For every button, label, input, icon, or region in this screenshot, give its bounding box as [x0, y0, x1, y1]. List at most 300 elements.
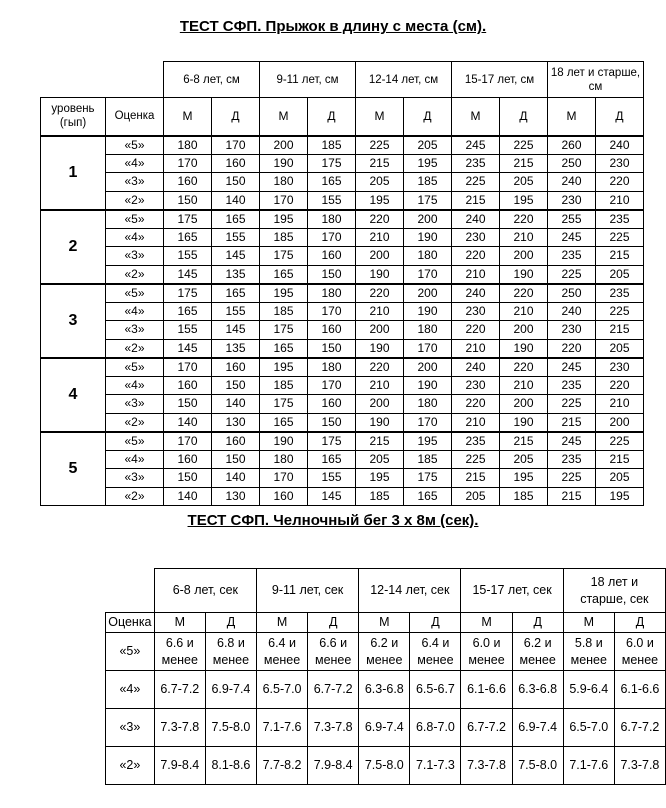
sex-header: М — [548, 98, 596, 136]
grade-cell: «2» — [106, 339, 164, 358]
value-cell: 150 — [164, 191, 212, 210]
value-cell: 7.1-7.3 — [410, 747, 461, 785]
value-cell: 215 — [356, 154, 404, 173]
header-sex-row — [41, 98, 644, 136]
value-cell: 195 — [500, 191, 548, 210]
age-group-header: 15-17 лет, сек — [461, 569, 563, 613]
value-cell: 195 — [260, 284, 308, 303]
sex-header: М — [154, 613, 205, 633]
value-cell: 205 — [404, 136, 452, 155]
value-cell: 230 — [596, 358, 644, 377]
grade-cell: «3» — [106, 247, 164, 266]
value-cell: 6.5-7.0 — [256, 671, 307, 709]
value-cell: 170 — [260, 469, 308, 488]
value-cell: 160 — [308, 247, 356, 266]
value-cell: 230 — [596, 154, 644, 173]
value-cell: 200 — [500, 247, 548, 266]
value-cell: 140 — [164, 487, 212, 506]
sex-header: Д — [205, 613, 256, 633]
level-cell: 5 — [41, 432, 106, 506]
table-row — [41, 413, 644, 432]
value-cell: 215 — [500, 154, 548, 173]
value-cell: 165 — [164, 228, 212, 247]
value-cell: 7.1-7.6 — [563, 747, 614, 785]
sex-header: М — [256, 613, 307, 633]
value-cell: 200 — [356, 321, 404, 340]
value-cell: 165 — [308, 173, 356, 192]
value-cell: 180 — [164, 136, 212, 155]
grade-cell: «2» — [106, 413, 164, 432]
value-cell: 6.7-7.2 — [154, 671, 205, 709]
value-cell: 7.5-8.0 — [205, 709, 256, 747]
value-cell: 160 — [164, 173, 212, 192]
grade-header: Оценка — [106, 613, 155, 633]
value-cell: 220 — [356, 358, 404, 377]
sex-header: Д — [512, 613, 563, 633]
value-cell: 200 — [404, 284, 452, 303]
value-cell: 195 — [404, 432, 452, 451]
value-cell: 210 — [452, 413, 500, 432]
value-cell: 215 — [596, 247, 644, 266]
table-row — [41, 432, 644, 451]
sex-header: Д — [410, 613, 461, 633]
value-cell: 185 — [260, 376, 308, 395]
value-cell: 190 — [500, 265, 548, 284]
value-cell: 240 — [452, 358, 500, 377]
value-cell: 240 — [452, 210, 500, 229]
sex-header: М — [563, 613, 614, 633]
value-cell: 175 — [308, 432, 356, 451]
value-cell: 185 — [404, 173, 452, 192]
grade-cell: «5» — [106, 633, 155, 671]
value-cell: 240 — [548, 173, 596, 192]
table-row — [41, 228, 644, 247]
table-row — [41, 173, 644, 192]
value-cell: 215 — [356, 432, 404, 451]
value-cell: 225 — [596, 432, 644, 451]
table-row — [41, 321, 644, 340]
value-cell: 7.3-7.8 — [461, 747, 512, 785]
table-row — [41, 284, 644, 303]
value-cell: 160 — [212, 358, 260, 377]
value-cell: 170 — [404, 339, 452, 358]
value-cell: 6.1-6.6 — [614, 671, 665, 709]
value-cell: 200 — [356, 247, 404, 266]
table-row — [41, 247, 644, 266]
value-cell: 200 — [404, 358, 452, 377]
standing-jump-table — [40, 61, 644, 506]
value-cell: 215 — [500, 432, 548, 451]
grade-cell: «5» — [106, 210, 164, 229]
value-cell: 220 — [500, 284, 548, 303]
value-cell: 220 — [356, 210, 404, 229]
value-cell: 230 — [452, 302, 500, 321]
value-cell: 190 — [500, 413, 548, 432]
value-cell: 195 — [356, 469, 404, 488]
value-cell: 6.9-7.4 — [359, 709, 410, 747]
age-group-header: 18 лет и старше, сек — [563, 569, 665, 613]
grade-cell: «4» — [106, 228, 164, 247]
value-cell: 175 — [404, 191, 452, 210]
sex-header: М — [452, 98, 500, 136]
value-cell: 150 — [164, 395, 212, 414]
value-cell: 140 — [212, 395, 260, 414]
value-cell: 160 — [308, 321, 356, 340]
value-cell: 220 — [500, 210, 548, 229]
grade-cell: «5» — [106, 284, 164, 303]
value-cell: 210 — [500, 302, 548, 321]
value-cell: 135 — [212, 339, 260, 358]
value-cell: 215 — [452, 191, 500, 210]
value-cell: 130 — [212, 413, 260, 432]
value-cell: 160 — [308, 395, 356, 414]
value-cell: 190 — [260, 154, 308, 173]
table-row — [41, 136, 644, 155]
sex-header: Д — [596, 98, 644, 136]
value-cell: 7.3-7.8 — [154, 709, 205, 747]
value-cell: 6.9-7.4 — [205, 671, 256, 709]
value-cell: 6.3-6.8 — [512, 671, 563, 709]
value-cell: 185 — [500, 487, 548, 506]
value-cell: 175 — [164, 210, 212, 229]
value-cell: 6.6 и менее — [154, 633, 205, 671]
sex-header: Д — [308, 98, 356, 136]
value-cell: 225 — [452, 450, 500, 469]
value-cell: 235 — [452, 154, 500, 173]
sex-header: Д — [212, 98, 260, 136]
value-cell: 150 — [164, 469, 212, 488]
table-row — [41, 450, 644, 469]
table-row — [41, 395, 644, 414]
value-cell: 170 — [404, 413, 452, 432]
value-cell: 250 — [548, 284, 596, 303]
value-cell: 195 — [404, 154, 452, 173]
sex-header: Д — [404, 98, 452, 136]
value-cell: 190 — [356, 413, 404, 432]
value-cell: 235 — [596, 284, 644, 303]
value-cell: 215 — [548, 487, 596, 506]
value-cell: 6.1-6.6 — [461, 671, 512, 709]
value-cell: 245 — [452, 136, 500, 155]
value-cell: 160 — [164, 450, 212, 469]
value-cell: 210 — [596, 191, 644, 210]
age-group-header: 9-11 лет, см — [260, 62, 356, 98]
value-cell: 6.5-6.7 — [410, 671, 461, 709]
value-cell: 160 — [164, 376, 212, 395]
level-cell: 4 — [41, 358, 106, 432]
value-cell: 145 — [164, 265, 212, 284]
value-cell: 205 — [500, 450, 548, 469]
value-cell: 215 — [596, 450, 644, 469]
value-cell: 225 — [548, 395, 596, 414]
value-cell: 145 — [164, 339, 212, 358]
value-cell: 210 — [596, 395, 644, 414]
value-cell: 155 — [164, 321, 212, 340]
value-cell: 155 — [212, 228, 260, 247]
value-cell: 160 — [212, 154, 260, 173]
grade-cell: «3» — [106, 395, 164, 414]
value-cell: 175 — [308, 154, 356, 173]
grade-cell: «4» — [106, 671, 155, 709]
value-cell: 220 — [500, 358, 548, 377]
value-cell: 165 — [260, 339, 308, 358]
value-cell: 205 — [356, 173, 404, 192]
value-cell: 205 — [596, 339, 644, 358]
value-cell: 155 — [164, 247, 212, 266]
value-cell: 180 — [404, 321, 452, 340]
value-cell: 5.9-6.4 — [563, 671, 614, 709]
sex-header: Д — [500, 98, 548, 136]
value-cell: 155 — [212, 302, 260, 321]
value-cell: 170 — [308, 228, 356, 247]
value-cell: 210 — [500, 376, 548, 395]
value-cell: 195 — [500, 469, 548, 488]
value-cell: 185 — [404, 450, 452, 469]
grade-cell: «2» — [106, 747, 155, 785]
value-cell: 200 — [596, 413, 644, 432]
level-cell: 3 — [41, 284, 106, 358]
value-cell: 150 — [212, 173, 260, 192]
value-cell: 235 — [452, 432, 500, 451]
value-cell: 145 — [212, 247, 260, 266]
value-cell: 170 — [164, 358, 212, 377]
value-cell: 7.1-7.6 — [256, 709, 307, 747]
value-cell: 190 — [404, 228, 452, 247]
table-row — [41, 376, 644, 395]
sex-header: М — [359, 613, 410, 633]
table-row — [41, 210, 644, 229]
age-group-header: 9-11 лет, сек — [256, 569, 358, 613]
value-cell: 205 — [500, 173, 548, 192]
grade-cell: «2» — [106, 487, 164, 506]
value-cell: 235 — [548, 247, 596, 266]
value-cell: 220 — [452, 247, 500, 266]
value-cell: 235 — [548, 376, 596, 395]
value-cell: 210 — [356, 376, 404, 395]
value-cell: 7.5-8.0 — [512, 747, 563, 785]
value-cell: 180 — [308, 210, 356, 229]
value-cell: 205 — [452, 487, 500, 506]
value-cell: 6.6 и менее — [308, 633, 359, 671]
table-row — [41, 358, 644, 377]
value-cell: 180 — [404, 395, 452, 414]
value-cell: 200 — [500, 321, 548, 340]
level-header: уровень (гып) — [41, 98, 106, 136]
value-cell: 210 — [452, 265, 500, 284]
value-cell: 185 — [308, 136, 356, 155]
value-cell: 160 — [212, 432, 260, 451]
title-standing-jump: ТЕСТ СФП. Прыжок в длину с места (см). — [179, 18, 487, 35]
value-cell: 170 — [308, 302, 356, 321]
value-cell: 165 — [212, 284, 260, 303]
value-cell: 175 — [404, 469, 452, 488]
value-cell: 165 — [404, 487, 452, 506]
value-cell: 240 — [548, 302, 596, 321]
table-row — [106, 671, 666, 709]
value-cell: 225 — [500, 136, 548, 155]
value-cell: 255 — [548, 210, 596, 229]
value-cell: 175 — [260, 321, 308, 340]
value-cell: 175 — [260, 247, 308, 266]
value-cell: 7.5-8.0 — [359, 747, 410, 785]
value-cell: 6.0 и менее — [614, 633, 665, 671]
value-cell: 220 — [596, 376, 644, 395]
value-cell: 170 — [404, 265, 452, 284]
sex-header: М — [461, 613, 512, 633]
title-shuttle-run: ТЕСТ СФП. Челночный бег 3 х 8м (сек). — [187, 512, 479, 529]
value-cell: 225 — [596, 228, 644, 247]
value-cell: 195 — [596, 487, 644, 506]
value-cell: 170 — [164, 154, 212, 173]
level-cell: 2 — [41, 210, 106, 284]
value-cell: 7.9-8.4 — [154, 747, 205, 785]
age-group-header: 6-8 лет, сек — [154, 569, 256, 613]
sex-header: Д — [308, 613, 359, 633]
value-cell: 195 — [260, 358, 308, 377]
grade-cell: «4» — [106, 450, 164, 469]
value-cell: 135 — [212, 265, 260, 284]
value-cell: 130 — [212, 487, 260, 506]
value-cell: 150 — [308, 265, 356, 284]
value-cell: 190 — [404, 376, 452, 395]
value-cell: 180 — [308, 358, 356, 377]
value-cell: 165 — [308, 450, 356, 469]
value-cell: 195 — [260, 210, 308, 229]
grade-cell: «5» — [106, 432, 164, 451]
value-cell: 180 — [308, 284, 356, 303]
value-cell: 165 — [212, 210, 260, 229]
value-cell: 155 — [308, 469, 356, 488]
value-cell: 7.3-7.8 — [614, 747, 665, 785]
value-cell: 6.7-7.2 — [461, 709, 512, 747]
value-cell: 145 — [308, 487, 356, 506]
value-cell: 220 — [548, 339, 596, 358]
value-cell: 6.2 и менее — [359, 633, 410, 671]
value-cell: 225 — [548, 265, 596, 284]
value-cell: 245 — [548, 358, 596, 377]
value-cell: 260 — [548, 136, 596, 155]
age-group-header: 6-8 лет, см — [164, 62, 260, 98]
header-sex-row — [106, 613, 666, 633]
grade-cell: «3» — [106, 709, 155, 747]
value-cell: 235 — [548, 450, 596, 469]
value-cell: 170 — [164, 432, 212, 451]
age-group-header: 15-17 лет, см — [452, 62, 548, 98]
value-cell: 200 — [500, 395, 548, 414]
table-row — [41, 265, 644, 284]
value-cell: 6.0 и менее — [461, 633, 512, 671]
value-cell: 140 — [212, 191, 260, 210]
table-row — [106, 709, 666, 747]
value-cell: 240 — [452, 284, 500, 303]
value-cell: 225 — [596, 302, 644, 321]
value-cell: 190 — [356, 339, 404, 358]
value-cell: 245 — [548, 432, 596, 451]
value-cell: 210 — [356, 302, 404, 321]
value-cell: 165 — [260, 413, 308, 432]
value-cell: 6.3-6.8 — [359, 671, 410, 709]
value-cell: 200 — [260, 136, 308, 155]
value-cell: 205 — [596, 265, 644, 284]
value-cell: 225 — [548, 469, 596, 488]
grade-cell: «3» — [106, 173, 164, 192]
value-cell: 245 — [548, 228, 596, 247]
grade-cell: «4» — [106, 302, 164, 321]
value-cell: 200 — [356, 395, 404, 414]
value-cell: 8.1-8.6 — [205, 747, 256, 785]
value-cell: 180 — [260, 450, 308, 469]
level-cell: 1 — [41, 136, 106, 210]
value-cell: 215 — [452, 469, 500, 488]
value-cell: 210 — [452, 339, 500, 358]
value-cell: 180 — [260, 173, 308, 192]
value-cell: 150 — [212, 450, 260, 469]
value-cell: 145 — [212, 321, 260, 340]
value-cell: 6.8 и менее — [205, 633, 256, 671]
corner-empty — [41, 62, 164, 98]
grade-cell: «5» — [106, 136, 164, 155]
value-cell: 210 — [356, 228, 404, 247]
value-cell: 220 — [452, 395, 500, 414]
value-cell: 175 — [260, 395, 308, 414]
value-cell: 185 — [356, 487, 404, 506]
value-cell: 215 — [596, 321, 644, 340]
value-cell: 220 — [356, 284, 404, 303]
value-cell: 240 — [596, 136, 644, 155]
value-cell: 170 — [212, 136, 260, 155]
value-cell: 210 — [500, 228, 548, 247]
value-cell: 5.8 и менее — [563, 633, 614, 671]
value-cell: 160 — [260, 487, 308, 506]
value-cell: 215 — [548, 413, 596, 432]
value-cell: 150 — [308, 339, 356, 358]
value-cell: 220 — [452, 321, 500, 340]
value-cell: 165 — [164, 302, 212, 321]
header-age-row — [41, 62, 644, 98]
value-cell: 190 — [356, 265, 404, 284]
age-group-header: 12-14 лет, см — [356, 62, 452, 98]
grade-cell: «5» — [106, 358, 164, 377]
sex-header: М — [356, 98, 404, 136]
table-row — [41, 302, 644, 321]
value-cell: 150 — [308, 413, 356, 432]
table-row — [106, 747, 666, 785]
value-cell: 7.7-8.2 — [256, 747, 307, 785]
table-row — [41, 469, 644, 488]
value-cell: 230 — [548, 191, 596, 210]
value-cell: 170 — [260, 191, 308, 210]
corner-empty — [106, 569, 155, 613]
value-cell: 175 — [164, 284, 212, 303]
value-cell: 205 — [356, 450, 404, 469]
table-row — [106, 633, 666, 671]
table-row — [41, 339, 644, 358]
sex-header: М — [260, 98, 308, 136]
shuttle-run-table — [105, 568, 666, 785]
value-cell: 6.8-7.0 — [410, 709, 461, 747]
value-cell: 6.5-7.0 — [563, 709, 614, 747]
value-cell: 6.9-7.4 — [512, 709, 563, 747]
value-cell: 190 — [500, 339, 548, 358]
age-group-header: 12-14 лет, сек — [359, 569, 461, 613]
value-cell: 250 — [548, 154, 596, 173]
value-cell: 7.9-8.4 — [308, 747, 359, 785]
value-cell: 6.2 и менее — [512, 633, 563, 671]
value-cell: 140 — [164, 413, 212, 432]
table-row — [41, 487, 644, 506]
value-cell: 185 — [260, 228, 308, 247]
value-cell: 140 — [212, 469, 260, 488]
